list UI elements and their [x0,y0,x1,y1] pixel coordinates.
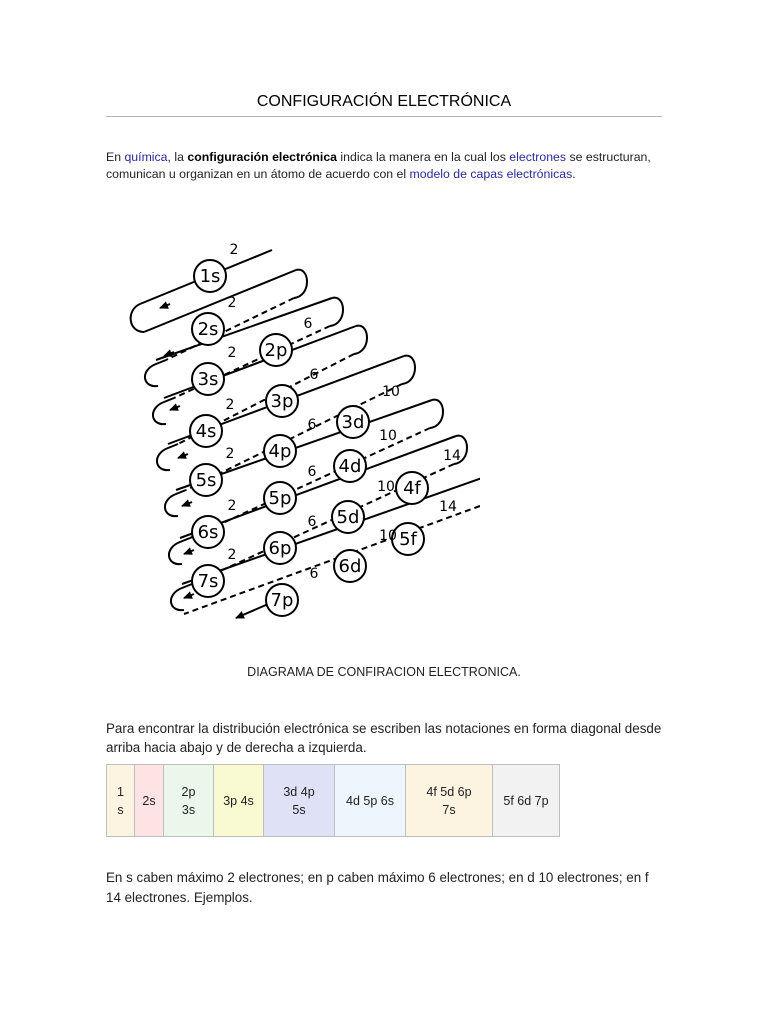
serpentine-loop [157,444,178,470]
serpentine-loop [294,270,307,298]
orbital-label: 5s [195,470,217,491]
intro-paragraph [106,149,662,183]
orbital-label: 5d [336,507,360,528]
orbital-label: 2p [264,340,288,361]
intro-bold-term: configuración electrónica [187,150,338,164]
direction-arrow [160,304,170,308]
orbital-label: 6d [338,556,362,577]
orbital-capacity: 14 [443,448,461,464]
electron-configuration-diagram [120,238,480,628]
order-cell [493,765,560,837]
orbital-label: 4d [338,456,362,477]
intro-text-3: indica la manera en la cual los [337,150,510,164]
order-cell-line1: 2p [181,784,196,799]
direction-arrow [182,502,192,506]
orbital-capacity: 6 [309,367,319,383]
direction-arrow [170,406,180,410]
orbital-label: 5p [268,488,292,509]
intro-text-4: se estructuran, comunican u organizan en un átomo de acuerdo con el [106,150,651,181]
order-cell-line1: 4f 5d 6p [426,784,472,799]
order-cell [135,765,164,837]
orbital-label: 7s [197,571,219,592]
orbital-capacity: 6 [303,316,313,332]
serpentine-loop [131,304,144,332]
orbital-label: 5f [399,529,417,550]
serpentine-loop [153,398,174,424]
orbital-capacity: 2 [225,446,235,462]
orbital-label: 4p [268,441,292,462]
orbital-capacity: 10 [377,479,395,495]
serpentine-loop [354,326,367,354]
link-quimica[interactable]: química [124,150,168,164]
diagram-caption: DIAGRAMA DE CONFIRACION ELECTRONICA. [247,665,521,679]
intro-text-2: , la [167,150,188,164]
order-cell [107,765,135,837]
orbital-capacity: 6 [309,566,319,582]
orbital-label: 6s [197,522,219,543]
orbital-capacity: 2 [227,295,237,311]
order-cell [406,765,493,837]
intro-text-1: En [106,150,125,164]
serpentine-loop [430,400,443,428]
direction-arrow [184,594,194,598]
orbital-capacity: 6 [307,464,317,480]
table-row [107,765,560,837]
serpentine-loop [145,360,166,386]
order-cell-line1: 3p 4s [223,793,254,808]
order-cell [264,765,335,837]
order-cell [335,765,406,837]
serpentine-line [182,478,480,584]
serpentine-line [164,326,356,398]
order-cell-line2: 3s [181,802,196,817]
order-cell-line1: 2s [142,793,156,808]
orbital-capacity: 2 [227,547,237,563]
order-cell-line1: 1 [117,784,124,799]
orbital-label: 1s [199,266,221,287]
serpentine-loop [165,490,186,516]
orbital-capacity: 2 [227,345,237,361]
serpentine-loop [169,538,190,564]
orbital-capacity: 2 [227,498,237,514]
order-cell-line1: 4d 5p 6s [346,793,394,808]
link-electrones[interactable]: electrones [509,150,567,164]
orbital-capacity: 10 [379,428,397,444]
direction-arrow [184,550,194,554]
orbital-capacity: 14 [439,499,457,515]
orbital-label: 2s [197,319,219,340]
orbital-label: 4s [195,421,217,442]
intro-text-5: . [572,167,576,181]
orbital-label: 6p [268,538,292,559]
orbital-label: 4f [403,478,421,499]
paragraph-notation: Para encontrar la distribución electrónica se escriben las notaciones en forma diagonal desde arriba hacia abajo y de derecha a izquierda. [106,721,662,755]
order-cell-line1: 5f 6d 7p [503,793,549,808]
order-cell-line2: s [117,802,124,817]
orbital-label: 3s [197,369,219,390]
order-cell [214,765,264,837]
orbital-capacity: 6 [307,417,317,433]
orbital-capacity: 10 [382,384,400,400]
order-cell-line2: 5s [292,802,306,817]
serpentine-loop [402,356,415,384]
orbital-label: 3d [341,412,365,433]
orbital-capacity: 10 [379,528,397,544]
order-cell-line1: 3d 4p [283,784,315,799]
orbital-capacity: 2 [225,397,235,413]
direction-arrow [178,454,188,458]
orbital-label: 7p [270,590,294,611]
link-modelo-capas[interactable]: modelo de capas electrónicas [409,167,573,181]
page-title: CONFIGURACIÓN ELECTRÓNICA [106,93,662,117]
orbital-capacity: 2 [229,242,239,258]
filling-order-table [106,764,560,837]
orbital-label: 3p [270,391,294,412]
serpentine-loop [330,298,343,326]
order-cell-line2: 7s [442,802,456,817]
orbital-capacity: 6 [307,514,317,530]
order-cell [164,765,214,837]
paragraph-capacity: En s caben máximo 2 electrones; en p caben máximo 6 electrones; en d 10 electrones; en f 14 electrones. Ejemplos. [106,870,649,905]
